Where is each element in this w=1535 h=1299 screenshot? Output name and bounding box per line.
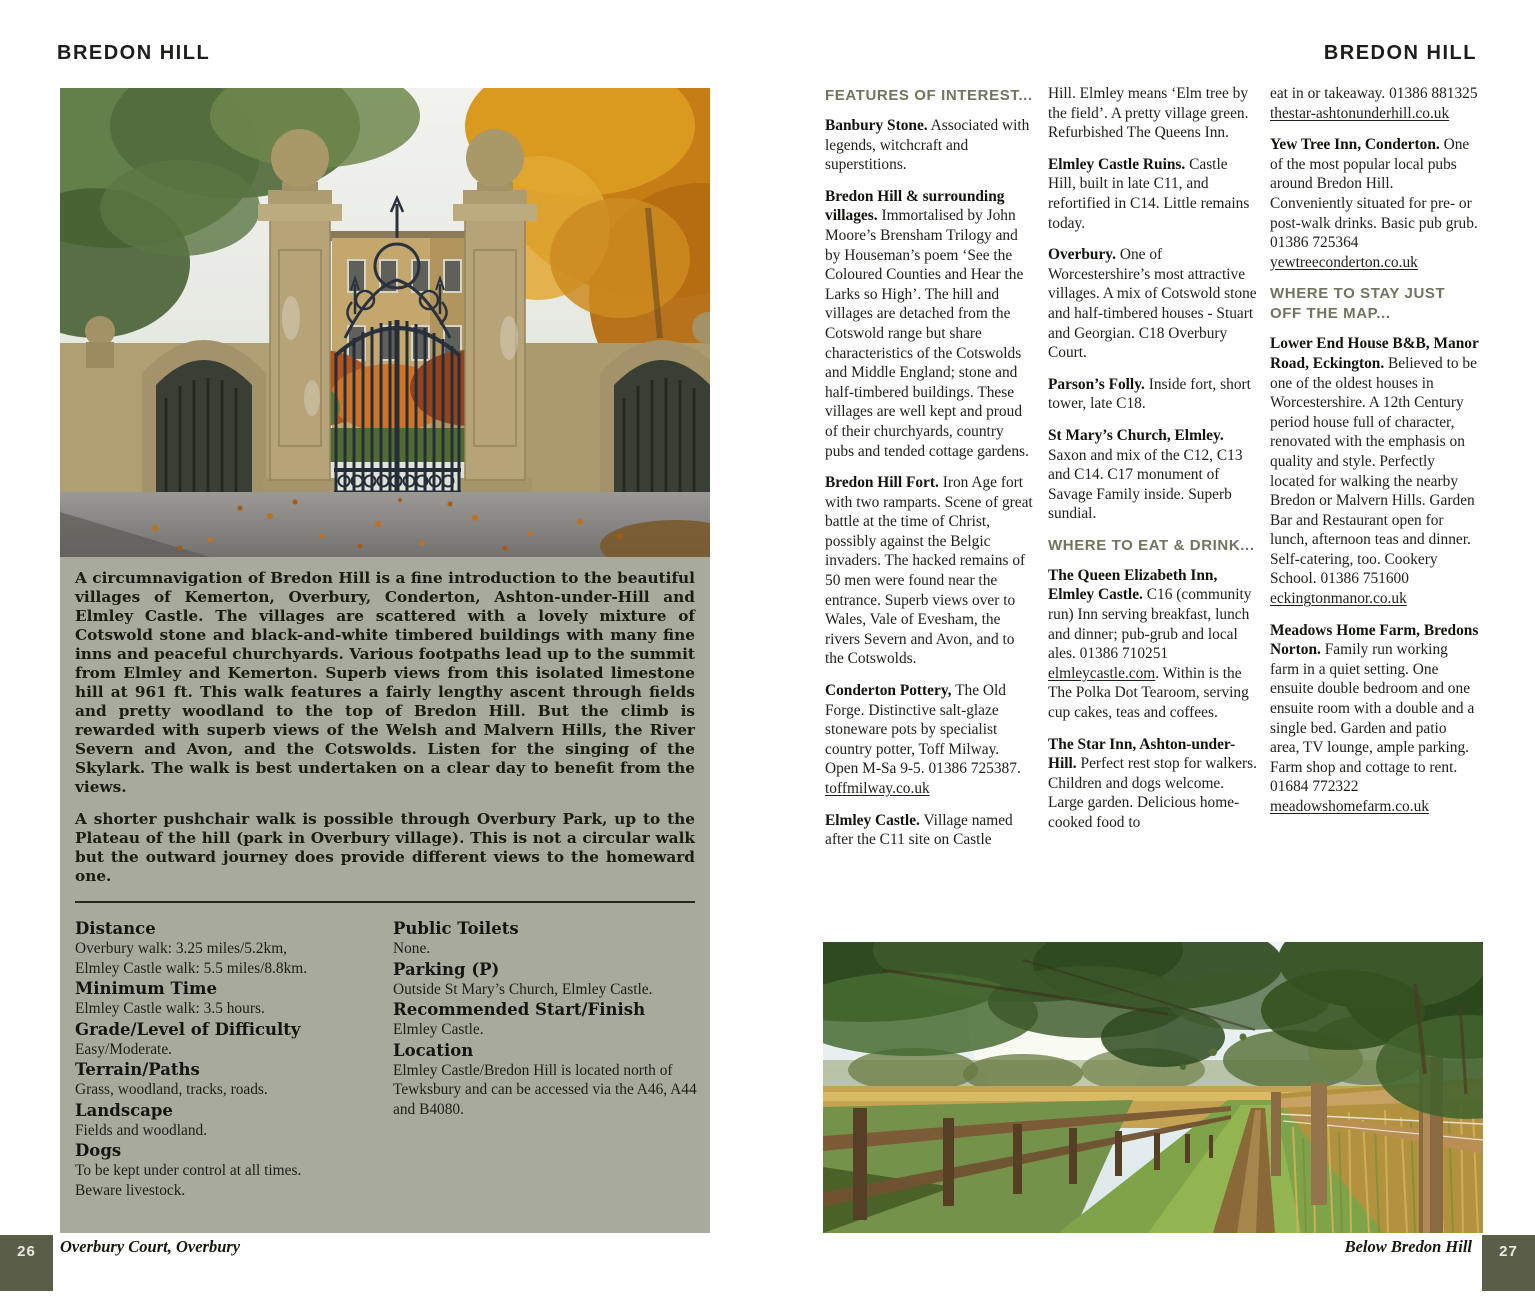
divider-rule: [75, 901, 695, 903]
directory-entry: [1270, 334, 1479, 608]
directory-column-1: [825, 84, 1034, 936]
entry-text: Perfect rest stop for walkers. Children and dogs welcome. Large garden. Delicious home-cooked food to: [1048, 755, 1257, 831]
entry-lead: Bredon Hill & surrounding villages.: [825, 187, 1005, 225]
entry-text: Associated with legends, witchcraft and superstitions.: [825, 117, 1030, 174]
entry-text: C16 (community run) Inn serving breakfast, lunch and dinner; pub-grub and local ales. 01386 710251: [1048, 586, 1252, 663]
page-number-box-left: [0, 1235, 53, 1291]
detail-value: Grass, woodland, tracks, roads.: [75, 1081, 268, 1098]
entry-link[interactable]: elmleycastle.com: [1048, 664, 1156, 682]
detail-label: Minimum Time: [75, 979, 217, 998]
entry-lead: St Mary’s Church, Elmley.: [1048, 426, 1224, 444]
directory-entry: [1048, 566, 1257, 723]
section-heading: WHERE TO EAT & DRINK...: [1048, 536, 1255, 554]
entry-lead: Yew Tree Inn, Conderton.: [1270, 136, 1440, 154]
entry-link[interactable]: thestar-ashtonunderhill.co.uk: [1270, 104, 1450, 122]
bredon-hill-path-photo: [823, 942, 1483, 1233]
entry-text: Castle Hill, built in late C11, and refortified in C14. Little remains today.: [1048, 155, 1250, 232]
entry-lead: The Star Inn, Ashton-under-Hill.: [1048, 735, 1236, 773]
entry-text: Immortalised by John Moore’s Brensham Trilogy and by Houseman’s poem ‘See the Coloured Counties and Hear the Larks so High’. The hill and villages are detached from the Cotswold range but share characteristics of the Cotswolds and Middle England; stone and half-timbered buildings. These villages are well kept and proud of their churchyards, country pubs and tended cottage gardens.: [825, 207, 1029, 460]
entry-text: Inside fort, short tower, late C18.: [1048, 375, 1251, 413]
walk-summary-panel: [60, 557, 710, 1233]
directory-entry: [1270, 135, 1479, 272]
entry-lead: Overbury.: [1048, 246, 1116, 264]
detail-value: Elmley Castle/Bredon Hill is located north of Tewksbury and can be accessed via the A46, A44 and B4080.: [393, 1061, 697, 1118]
entry-link[interactable]: yewtreeconderton.co.uk: [1270, 253, 1418, 271]
directory-entry: [1270, 621, 1479, 817]
entry-text: eat in or takeaway. 01386 881325: [1270, 85, 1478, 102]
directory-entry: [1048, 84, 1257, 143]
directory-entry: [1048, 155, 1257, 233]
directory-entry: [825, 187, 1034, 461]
section-heading: FEATURES OF INTEREST...: [825, 87, 1033, 104]
left-page-header: BREDON HILL: [57, 42, 211, 64]
detail-label: Location: [393, 1040, 474, 1060]
directory-entry: [1048, 735, 1257, 833]
entry-lead: Conderton Pottery,: [825, 682, 952, 700]
intro-paragraph-1: A circumnavigation of Bredon Hill is a fine introduction to the beautiful villages of Kemerton, Overbury, Conderton, Ashton-under-Hill and Elmley Castle. The villages are scattered with a lovely mixture of Cotswold stone and black-and-white timbered buildings with many fine inns and peaceful churchyards. Various footpaths lead up to the summit from Elmley and Kemerton. Superb views from this isolated limestone hill at 961 ft. This walk features a fairly lengthy ascent through fields and pretty woodland to the top of Bredon Hill. But the climb is rewarded with superb views of the Welsh and Malvern Hills, the River Severn and Avon, and the Cotswolds. Listen for the singing of the Skylark. The walk is best undertaken on a clear day to benefit from the views.: [75, 569, 695, 796]
entry-text: One of the most popular local pubs around Bredon Hill. Conveniently situated for pre- or post-walk drinks. Basic pub grub. 01386 725364: [1270, 136, 1478, 252]
entry-link[interactable]: eckingtonmanor.co.uk: [1270, 590, 1407, 608]
photo-caption-right: Below Bredon Hill: [1344, 1237, 1472, 1256]
detail-value: Overbury walk: 3.25 miles/5.2km,: [75, 940, 288, 957]
entry-text: Saxon and mix of the C12, C13 and C14. C17 monument of Savage Family inside. Superb sundial.: [1048, 446, 1243, 523]
detail-value: Outside St Mary’s Church, Elmley Castle.: [393, 980, 653, 998]
walk-details-right-column: [393, 918, 697, 1119]
entry-text: Believed to be one of the oldest houses in Worcestershire. A 12th Century period house full of character, renovated with the emphasis on quality and style. Perfectly located for walking the nearby Bredon or Malvern Hills. Garden Bar and Restaurant open for lunch, afternoon teas and dinner. Self-catering, too. Cookery School. 01386 751600: [1270, 354, 1477, 588]
entry-text: Family run working farm in a quiet setting. One ensuite double bedroom and one ensuite room with a double and a single bed. Garden and patio area, TV lounge, ample parking. Farm shop and cottage to rent. 01684 772322: [1270, 641, 1475, 796]
entry-lead: Elmley Castle Ruins.: [1048, 155, 1186, 173]
detail-label: Grade/Level of Difficulty: [75, 1019, 301, 1039]
intro-paragraph-2: A shorter pushchair walk is possible through Overbury Park, up to the Plateau of the hill (park in Overbury village). This is not a circular walk but the outward journey does provide different views to the homeward one.: [75, 810, 695, 885]
entry-lead: Parson’s Folly.: [1048, 375, 1145, 393]
detail-label: Recommended Start/Finish: [393, 1000, 646, 1019]
page-number: 27: [1499, 1243, 1518, 1260]
gate-photo-illustration: [60, 88, 710, 557]
entry-text: The Old Forge. Distinctive salt-glaze stoneware pots by specialist country potter, Toff Milway. Open M-Sa 9-5. 01386 725387.: [825, 682, 1021, 778]
entry-text: One of Worcestershire’s most attractive villages. A mix of Cotswold stone and half-timbered houses - Stuart and Georgian. C18 Overbury Court.: [1048, 246, 1257, 362]
right-page-header: BREDON HILL: [1323, 42, 1477, 64]
walk-details-left-column: [75, 918, 389, 1200]
directory-entry: [1270, 84, 1479, 123]
overbury-court-photo: [60, 88, 710, 557]
directory-entry: [825, 473, 1034, 669]
detail-value: None.: [393, 940, 431, 957]
detail-label: Landscape: [75, 1100, 173, 1120]
directory-column-2: [1048, 84, 1257, 936]
directory-entry: [825, 681, 1034, 799]
detail-label: Parking (P): [393, 959, 500, 979]
page-number: 26: [17, 1243, 36, 1260]
entry-text: Iron Age fort with two ramparts. Scene of great battle at the time of Christ, possibly against the Belgic invaders. The hacked remains of 50 men were found near the entrance. Superb views over to Wales, Vale of Evesham, the rivers Severn and Avon, and to the Cotswolds.: [825, 474, 1033, 668]
detail-value: Elmley Castle walk: 5.5 miles/8.8km.: [75, 959, 308, 977]
entry-text: Hill. Elmley means ‘Elm tree by the field’. A pretty village green. Refurbished The Queens Inn.: [1048, 85, 1249, 142]
directory-entry: [1048, 245, 1257, 363]
entry-link[interactable]: meadowshomefarm.co.uk: [1270, 798, 1429, 815]
directory-entry: [1048, 375, 1257, 414]
detail-value: Elmley Castle walk: 3.5 hours.: [75, 1000, 265, 1017]
detail-value: Easy/Moderate.: [75, 1040, 173, 1058]
entry-text: Village named after the C11 site on Castle: [825, 811, 1013, 849]
entry-lead: The Queen Elizabeth Inn, Elmley Castle.: [1048, 566, 1218, 604]
page-number-box-right: [1482, 1235, 1535, 1291]
detail-value: Elmley Castle.: [393, 1021, 484, 1038]
entry-link[interactable]: toffmilway.co.uk: [825, 780, 930, 797]
entry-lead: Elmley Castle.: [825, 811, 920, 829]
path-photo-illustration: [823, 942, 1483, 1233]
detail-label: Dogs: [75, 1141, 122, 1160]
directory-entry: [825, 811, 1034, 850]
directory-column-3: [1270, 84, 1479, 936]
detail-label: Distance: [75, 919, 156, 938]
entry-text: . Within is the The Polka Dot Tearoom, serving cup cakes, teas and coffees.: [1048, 664, 1249, 722]
entry-lead: Meadows Home Farm, Bredons Norton.: [1270, 621, 1479, 659]
entry-lead: Lower End House B&B, Manor Road, Eckington.: [1270, 335, 1479, 372]
detail-label: Public Toilets: [393, 919, 519, 938]
photo-caption-left: Overbury Court, Overbury: [60, 1237, 241, 1256]
detail-value: Fields and woodland.: [75, 1121, 208, 1139]
detail-value: Beware livestock.: [75, 1181, 186, 1199]
entry-lead: Bredon Hill Fort.: [825, 474, 939, 492]
detail-value: To be kept under control at all times.: [75, 1162, 302, 1179]
section-heading: WHERE TO STAY JUST OFF THE MAP...: [1270, 285, 1446, 323]
directory-entry: [825, 116, 1034, 175]
directory-entry: [1048, 426, 1257, 524]
detail-label: Terrain/Paths: [75, 1060, 200, 1079]
entry-lead: Banbury Stone.: [825, 117, 928, 134]
